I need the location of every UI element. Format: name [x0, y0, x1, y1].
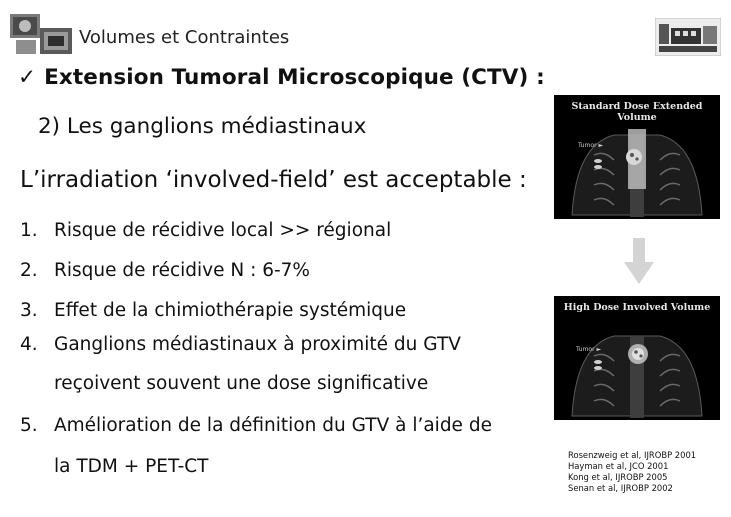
list-item: [20, 334, 461, 355]
list-text: Effet de la chimiothérapie systémique: [54, 300, 407, 321]
list-item: [20, 300, 406, 321]
list-text: Risque de récidive N : 6-7%: [54, 260, 310, 281]
reference-item: Rosenzweig et al, IJROBP 2001: [568, 450, 697, 460]
list-item-continuation: reçoivent souvent une dose significative: [54, 373, 429, 394]
list-number: 5.: [20, 415, 38, 436]
list-text: Amélioration de la définition du GTV à l’aide de: [54, 415, 492, 436]
statement: L’irradiation ‘involved-field’ est acceptable :: [20, 167, 527, 193]
reference-item: Hayman et al, JCO 2001: [568, 461, 669, 471]
list-text: Risque de récidive local >> régional: [54, 220, 392, 241]
hospital-building-logo: [655, 18, 721, 56]
figure-standard-dose: [554, 95, 720, 219]
reference-item: Senan et al, IJROBP 2002: [568, 483, 673, 493]
heading-text: Extension Tumoral Microscopique (CTV) :: [44, 65, 545, 90]
tumor-label: Tumor ►: [578, 142, 604, 149]
list-number: 4.: [20, 334, 38, 355]
figure-title: Standard Dose Extended Volume: [571, 101, 703, 123]
header-title: Volumes et Contraintes: [79, 27, 290, 48]
chest-diagram-icon: [554, 296, 720, 420]
list-item-continuation: la TDM + PET-CT: [54, 456, 209, 477]
list-text: Ganglions médiastinaux à proximité du GTV: [54, 334, 461, 355]
tumor-label: Tumor ►: [576, 346, 602, 353]
list-item: [20, 260, 310, 281]
check-icon: ✓: [18, 65, 37, 90]
list-item: [20, 415, 492, 436]
references: [568, 450, 696, 494]
subheading: 2) Les ganglions médiastinaux: [38, 114, 367, 139]
list-number: 1.: [20, 220, 38, 241]
figure-high-dose: [554, 296, 720, 420]
list-number: 3.: [20, 300, 38, 321]
institution-photo-logo: [10, 14, 74, 56]
slide-heading: [18, 65, 545, 90]
list-number: 2.: [20, 260, 38, 281]
reference-item: Kong et al, IJROBP 2005: [568, 472, 668, 482]
figure-title: High Dose Involved Volume: [563, 302, 711, 313]
down-arrow-icon: [624, 238, 654, 290]
list-item: [20, 220, 391, 241]
